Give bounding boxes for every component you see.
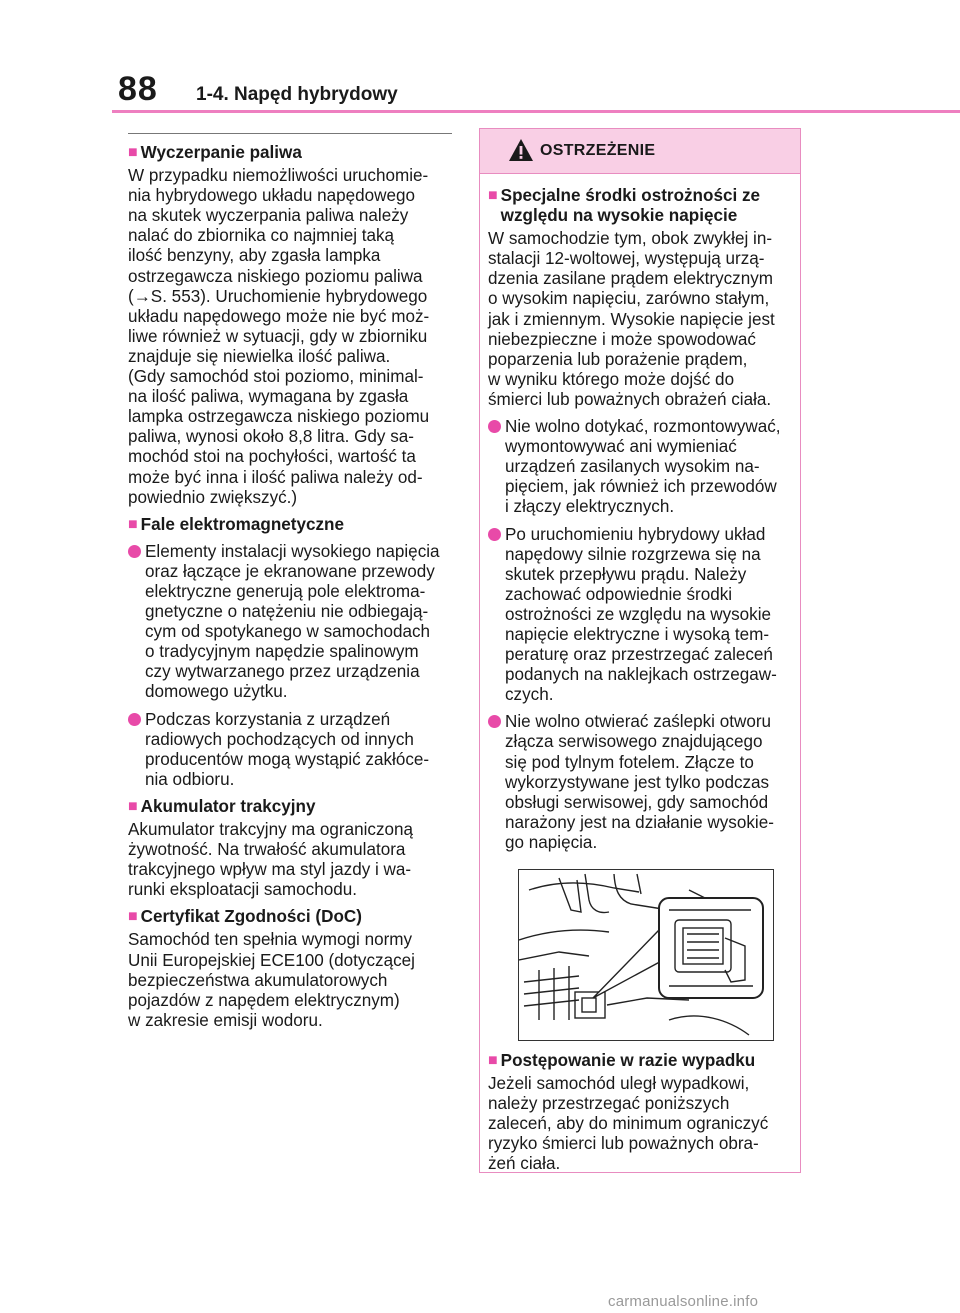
square-bullet-icon: ■: [128, 797, 138, 815]
column-rule: [128, 133, 452, 134]
warning-title: OSTRZEŻENIE: [540, 142, 656, 159]
warning-triangle-icon: [508, 138, 534, 162]
hv-heading-text: Specjalne środki ostrożności ze względu na wysokie napięcie: [500, 186, 761, 226]
fuel-heading-text: Wyczerpanie paliwa: [140, 143, 302, 162]
em-bullet-2: [128, 710, 452, 790]
round-bullet-icon: [128, 545, 141, 558]
service-plug-drawing: [519, 870, 774, 1041]
square-bullet-icon: ■: [128, 515, 138, 533]
accident-heading: [488, 1051, 794, 1071]
warning-bullet-3: [488, 712, 794, 853]
left-column: [128, 133, 452, 1033]
square-bullet-icon: ■: [488, 187, 498, 204]
square-bullet-icon: ■: [128, 908, 138, 926]
round-bullet-icon: [128, 713, 141, 726]
fuel-heading: [128, 143, 452, 163]
header-rule: [112, 110, 960, 113]
watermark: carmanualsonline.info: [608, 1293, 759, 1310]
doc-heading: [128, 907, 452, 927]
square-bullet-icon: ■: [488, 1052, 498, 1069]
fuel-paragraph: W przypadku niemożliwości uruchomie- nia hybrydowego układu napędowego na skutek wyczerpania paliwa należy nalać do zbiornika co najmniej taką ilość benzyny, aby zgasła lampka ostrzegawcza niskiego poziomu paliwa (→S. 553). Uruchomienie hybrydowego układu napędowego może nie być moż- liwe również w sytuacji, gdy w zbiorniku znajduje się niewielka ilość paliwa. (Gdy samochód stoi poziomo, minimal- na ilość paliwa, wymagana by zgasła lampka ostrzegawcza niskiego poziomu paliwa, wynosi około 8,8 litra. Gdy sa- mochód stoi na pochyłości, wartość ta może być inna i ilość paliwa należy od- powiednio zwiększyć.): [128, 166, 430, 507]
accident-heading-text: Postępowanie w razie wypadku: [500, 1051, 756, 1070]
warning-header: [480, 129, 800, 174]
doc-paragraph: Samochód ten spełnia wymogi normy Unii Europejskiej ECE100 (dotyczącej bezpieczeństwa akumulatorowych pojazdów z napędem elektrycznym) w zakresie emisji wodoru.: [128, 930, 415, 1030]
warning-bullet-1: [488, 417, 794, 517]
battery-heading-text: Akumulator trakcyjny: [140, 796, 316, 816]
hv-paragraph: W samochodzie tym, obok zwykłej in- stalacji 12-woltowej, występują urzą- dzenia zasilane prądem elektrycznym o wysokim napięciu, zarówno stałym, jak i zmiennym. Wysokie napięcie jest niebezpieczne i może spowodować poparzenia lub porażenie prądem, w wyniku którego może dojść do śmierci lub poważnych obrażeń ciała.: [488, 229, 775, 409]
round-bullet-icon: [488, 528, 501, 541]
round-bullet-icon: [488, 715, 501, 728]
warning-box: [479, 128, 801, 1173]
em-bullet-1-text: Elementy instalacji wysokiego napięcia oraz łączące je ekranowane przewody elektryczne generują pole elektroma- gnetyczne o natężeniu nie odbiegają- cym od spotykanego w samochodach o tradycyjnym napędzie spalinowym czy wytwarzanego przez urządzenia domowego użytku.: [145, 541, 440, 702]
round-bullet-icon: [488, 420, 501, 433]
em-heading: [128, 515, 452, 535]
warning-bullet-2: [488, 525, 794, 706]
warning-body: [480, 174, 800, 1175]
battery-heading: [128, 797, 452, 817]
battery-paragraph: Akumulator trakcyjny ma ograniczoną żywotność. Na trwałość akumulatora trakcyjnego wpływ ma styl jazdy i wa- runki eksploatacji samochodu.: [128, 820, 414, 900]
em-bullet-1: [128, 542, 452, 703]
warning-bullet-1-text: Nie wolno dotykać, rozmontowywać, wymontowywać ani wymieniać urządzeń zasilanych wysokim na- pięciem, jak również ich przewodów i złączy elektrycznych.: [505, 417, 781, 517]
page-number: 88: [118, 70, 158, 108]
warning-bullet-2-text: Po uruchomieniu hybrydowy układ napędowy silnie rozgrzewa się na skutek przepływu prądu. Należy zachować odpowiednie środki ostrożności ze względu na wysokie napięcie elektryczne i wysoką tem- peraturę oraz przestrzegać zaleceń podanych na naklejkach ostrzegaw- czych.: [505, 524, 777, 705]
section-title: 1-4. Napęd hybrydowy: [196, 84, 398, 105]
square-bullet-icon: ■: [128, 144, 138, 161]
service-plug-illustration: [518, 869, 774, 1041]
em-bullet-2-text: Podczas korzystania z urządzeń radiowych pochodzących od innych producentów mogą wystąpić zakłóce- nia odbioru.: [145, 709, 430, 789]
warning-bullet-3-text: Nie wolno otwierać zaślepki otworu złącza serwisowego znajdującego się pod tylnym fotelem. Złącze to wykorzystywane jest tylko podczas obsługi serwisowej, gdy samochód narażony jest na działanie wysokie- go napięcia.: [505, 712, 774, 852]
page-header: [0, 0, 960, 118]
hv-heading: [488, 186, 794, 226]
doc-heading-text: Certyfikat Zgodności (DoC): [140, 907, 362, 927]
em-heading-text: Fale elektromagnetyczne: [140, 514, 344, 534]
accident-paragraph: Jeżeli samochód uległ wypadkowi, należy przestrzegać poniższych zaleceń, aby do minimum ograniczyć ryzyko śmierci lub poważnych obra- żeń ciała.: [488, 1074, 769, 1174]
